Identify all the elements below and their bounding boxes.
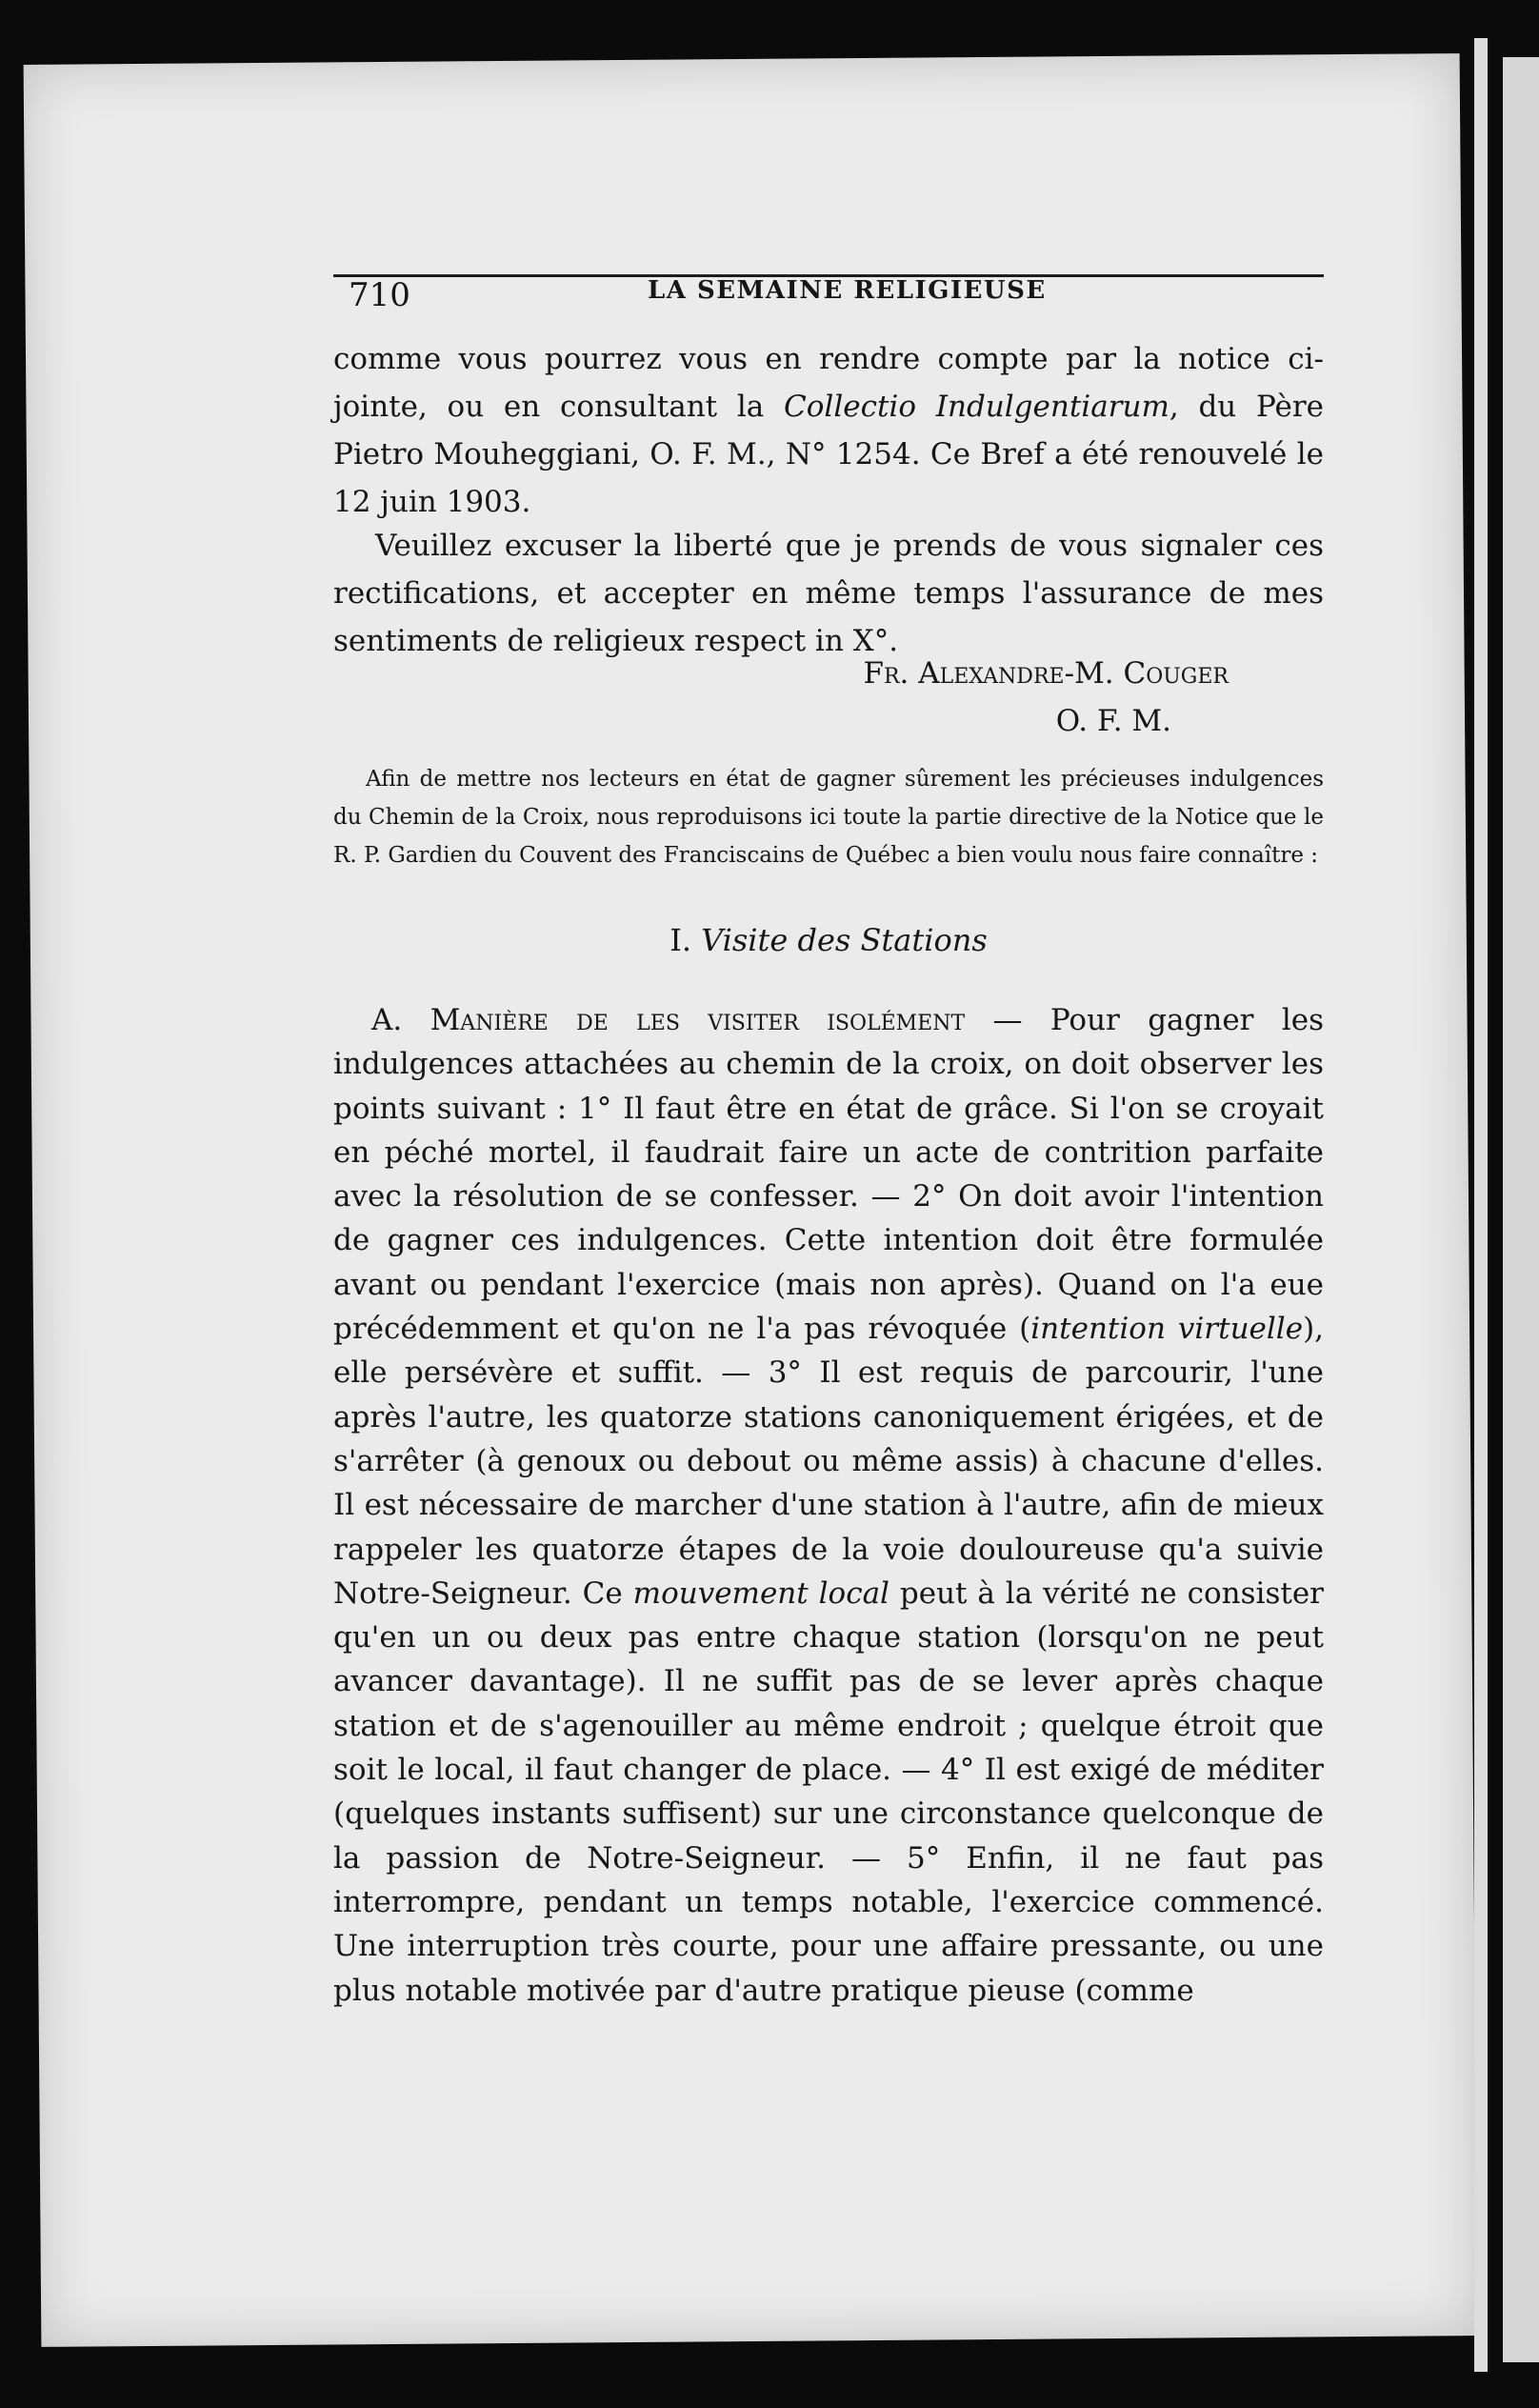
page-number: 710 <box>349 276 410 314</box>
subsection-text: ), elle persévère et suffit. — 3° Il est requis de parcourir, l'une après l'autre, les quatorze stations canoniquement érigées, et de s'arrêter (à genoux ou debout ou même assis) à chacune d'elles. Il est nécessaire de marcher d'une station à l'autre, afin de mieux rappeler les quatorze étapes de la voie douloureuse qu'a suivie Notre-Seigneur. Ce <box>333 1312 1325 1611</box>
subsection-text: — Pour gagner les indulgences attachées au chemin de la croix, on doit observer les points suivant : 1° Il faut être en état de grâce. Si l'on se croyait en péché mortel, il faudrait faire un acte de contrition parfaite avec la résolution de se confesser. — 2° On doit avoir l'intention de gagner ces indulgences. Cette intention doit être formulée avant ou pendant l'exercice (mais non après). Quand on l'a eue précédemment et qu'on ne l'a pas révoquée ( <box>333 1003 1324 1347</box>
letter-text: comme vous pourrez vous en rendre compte par la notice ci-jointe, ou en consultant la <box>333 342 1324 424</box>
section-number: I. <box>670 922 692 958</box>
letter-signature: Fr. Alexandre-M. Couger <box>863 656 1229 691</box>
section-heading <box>333 922 1324 958</box>
subsection-text: peut à la vérité ne consister qu'en un ou deux pas entre chaque station (lorsqu'on ne peut avancer davantage). Il ne suffit pas de se lever après chaque station et de s'agenouiller au même endroit ; quelque étroit que soit le local, il faut changer de place. — 4° Il est exigé de méditer (quelques instants suffisent) sur une circonstance quelconque de la passion de Notre-Seigneur. — 5° Enfin, il ne faut pas interrompre, pendant un temps notable, l'exercice commencé. Une interruption très courte, pour une affaire pressante, ou une plus notable motivée par d'autre pratique pieuse (comme <box>333 1575 1324 2008</box>
book-title: Collectio Indulgentiarum <box>784 390 1169 424</box>
letter-continuation-paragraph <box>333 335 1324 526</box>
italic-term: mouvement local <box>632 1575 889 1611</box>
letter-text: , du Père Pietro Mouheggiani, O. F. M., N° 1254. Ce Bref a été renouvelé le 12 juin 1903. <box>333 390 1324 519</box>
letter-signature-order: O. F. M. <box>1055 704 1171 738</box>
editor-note: Afin de mettre nos lecteurs en état de gagner sûrement les précieuses indulgences du Chemin de la Croix, nous reproduisons ici toute la partie directive de la Notice que le R. P. Gardien du Couvent des Franciscains de Québec a bien voulu nous faire connaître : <box>333 767 1324 868</box>
subsection-lead: A. Manière de les visiter isolément <box>371 1003 966 1037</box>
running-header <box>333 217 1324 314</box>
running-title: LA SEMAINE RELIGIEUSE <box>648 276 1047 305</box>
section-title: Visite des Stations <box>701 922 988 958</box>
page-gutter <box>1474 38 1488 2372</box>
subsection-paragraph <box>333 998 1324 2013</box>
adjacent-page-edge <box>1503 57 1539 2362</box>
italic-term: intention virtuelle <box>1030 1312 1304 1347</box>
letter-closing-paragraph: Veuillez excuser la liberté que je prends de vous signaler ces rectifications, et accepter en même temps l'assurance de mes sentiments de religieux respect in X°. <box>333 529 1324 658</box>
